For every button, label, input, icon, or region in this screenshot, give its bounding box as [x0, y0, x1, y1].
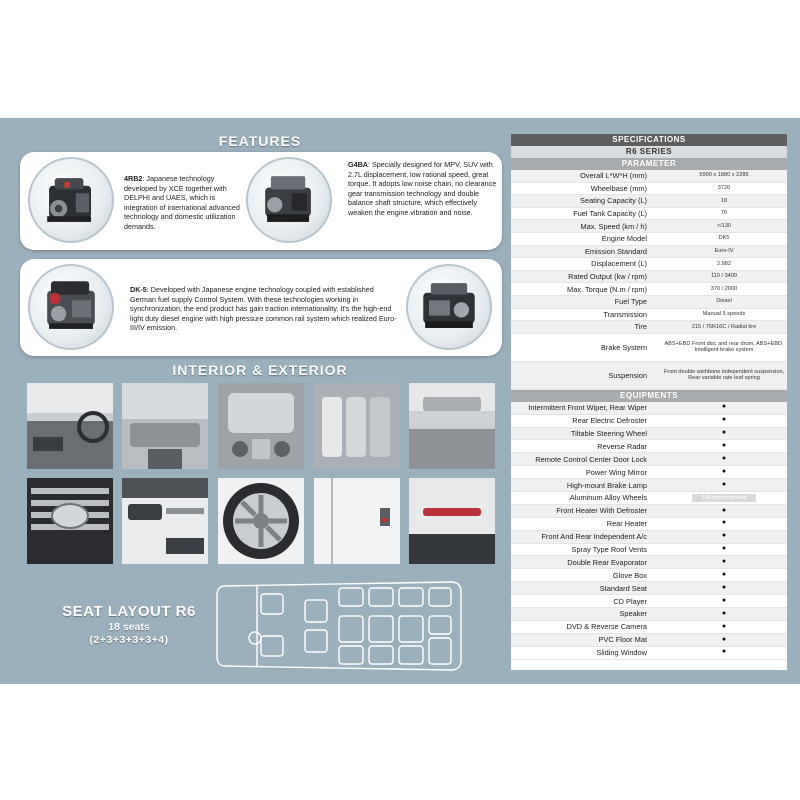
spec-row: [511, 634, 787, 647]
brochure-page: [0, 118, 800, 684]
seat-layout-heading: [34, 603, 224, 646]
spec-row: [511, 582, 787, 595]
spec-value: ABS+EBD Front disc and rear drum, ABS+EBD, Intelligent brake system: [664, 340, 784, 354]
features-card-top: [20, 152, 502, 250]
spec-row: [511, 296, 787, 309]
spec-label: Rear Electric Defroster: [572, 416, 647, 426]
spec-value: ●: [721, 545, 727, 553]
spec-label: Tire: [634, 322, 647, 332]
spec-label: PVC Floor Mat: [598, 635, 647, 645]
spec-label: High-mount Brake Lamp: [566, 480, 647, 490]
spec-value: 215 / 75R16C / Radial tire: [691, 323, 757, 330]
spec-label: Sliding Window: [596, 648, 647, 658]
spec-row: [511, 556, 787, 569]
spec-row: [511, 647, 787, 660]
spec-row: [511, 453, 787, 466]
spec-value: 6 Aluminum wheels: [661, 492, 787, 504]
spec-value: ●: [721, 506, 727, 514]
spec-value: Euro-IV: [714, 248, 734, 254]
spec-label: Displacement (L): [591, 259, 647, 269]
spec-value: 370 / 2000: [710, 285, 738, 292]
spec-label: Standard Seat: [599, 583, 647, 593]
spec-value: Manual 5 speeds: [702, 310, 746, 317]
spec-label: Reverse Radar: [597, 441, 647, 451]
spec-row: [511, 479, 787, 492]
spec-label: Front Heater With Defroster: [556, 506, 647, 516]
spec-row: [511, 402, 787, 415]
spec-label: Max. Torque (N.m / rpm): [567, 284, 647, 294]
spec-row: [511, 608, 787, 621]
spec-label: Suspension: [608, 370, 647, 380]
spec-label: Fuel Type: [614, 297, 647, 307]
spec-row: [511, 569, 787, 582]
spec-value: ●: [721, 480, 727, 488]
spec-label: Engine Model: [601, 234, 647, 244]
spec-value: ●: [721, 596, 727, 604]
spec-row: [511, 440, 787, 453]
spec-label: Rear Heater: [606, 519, 647, 529]
spec-value: 5990 x 1880 x 2285: [699, 172, 749, 179]
spec-series: R6 SERIES: [511, 146, 787, 158]
spec-value: Diesel: [716, 298, 732, 305]
spec-row: [511, 170, 787, 183]
equipment-rows: [511, 402, 787, 660]
spec-row: [511, 271, 787, 284]
spec-row: [511, 531, 787, 544]
features-title: FEATURES: [218, 133, 302, 149]
spec-label: Front And Rear Independent A/c: [541, 532, 647, 542]
engine-4rb2-image: [28, 157, 114, 243]
spec-row: [511, 195, 787, 208]
seat-layout-diagram: [215, 576, 465, 676]
feature-dk5-name: DK-5: [130, 285, 147, 294]
spec-value: >/130: [716, 222, 732, 229]
spec-label: DVD & Reverse Camera: [566, 622, 647, 632]
spec-value: ●: [721, 467, 727, 475]
seat-count: 18 seats: [108, 621, 150, 633]
spec-row: [511, 309, 787, 322]
spec-row: [511, 283, 787, 296]
parameter-header: PARAMETER: [511, 158, 787, 170]
spec-label: Power Wing Mirror: [585, 467, 647, 477]
spec-value: ●: [721, 442, 727, 450]
spec-label: Speaker: [619, 609, 647, 619]
spec-row: [511, 233, 787, 246]
feature-g4ba: [348, 160, 498, 217]
engine-g4ba-image: [246, 157, 332, 243]
spec-label: Transmission: [603, 309, 647, 319]
spec-row: [511, 492, 787, 505]
spec-row: [511, 220, 787, 233]
spec-value: 70: [720, 210, 728, 217]
spec-value: ●: [721, 583, 727, 591]
spec-value: ●: [721, 403, 727, 411]
photo-seats: [314, 383, 400, 469]
spec-row: [511, 246, 787, 259]
spec-label: Seating Capacity (L): [580, 196, 647, 206]
spec-label: Glove Box: [612, 570, 647, 580]
spec-label: Max. Speed (km / h): [580, 221, 647, 231]
spec-row: [511, 208, 787, 221]
seat-layout-title: SEAT LAYOUT R6: [62, 603, 196, 620]
spec-value: ●: [721, 519, 727, 527]
photo-side-door: [314, 478, 400, 564]
photo-rear: [409, 478, 495, 564]
spec-row: [511, 544, 787, 557]
spec-value: DK5: [718, 235, 730, 242]
spec-row: [511, 334, 787, 362]
spec-row: [511, 428, 787, 441]
photo-roof: [409, 383, 495, 469]
photo-dashboard: [27, 383, 113, 469]
spec-row: [511, 621, 787, 634]
spec-row: [511, 466, 787, 479]
spec-label: Brake System: [600, 342, 647, 352]
spec-value: ●: [721, 429, 727, 437]
spec-label: Fuel Tank Capacity (L): [573, 209, 647, 219]
spec-value: ●: [721, 622, 727, 630]
spec-title: SPECIFICATIONS: [511, 134, 787, 146]
spec-row: [511, 518, 787, 531]
feature-4rb2-text: : Japanese technology developed by XCE together with DELPHI and UAES, which is integration of international advanced technology and domestic utilization demands.: [124, 174, 240, 231]
spec-label: Overall L*W*H (mm): [580, 171, 647, 181]
spec-label: Tiltable Steering Wheel: [570, 428, 647, 438]
seat-config: (2+3+3+3+3+4): [89, 634, 169, 646]
spec-value: ●: [721, 558, 727, 566]
spec-value: 2.982: [717, 260, 731, 267]
spec-row: [511, 183, 787, 196]
photo-console: [122, 383, 208, 469]
spec-value: ●: [721, 609, 727, 617]
spec-value: ●: [721, 416, 727, 424]
spec-value: ●: [721, 455, 727, 463]
feature-g4ba-text: : Specially designed for MPV, SUV with 2.7L displacement, low rational speed, great torque. It adopts low noise chain, no clearance gear transmission technology and double balance shaft structure, which effectively weaken the engine vibration and noise.: [348, 160, 497, 217]
spec-row: [511, 258, 787, 271]
photo-headlight: [122, 478, 208, 564]
engine-dk5-alt-image: [406, 264, 492, 350]
feature-4rb2: [124, 174, 249, 231]
spec-value: ●: [721, 532, 727, 540]
spec-value: Front double wishbone independent suspension, Rear variable rate leaf spring: [663, 368, 785, 382]
feature-4rb2-name: 4RB2: [124, 174, 143, 183]
features-card-bottom: [20, 259, 502, 356]
spec-row: [511, 505, 787, 518]
spec-value: 18: [720, 197, 728, 204]
spec-label: Spray Type Roof Vents: [571, 544, 647, 554]
spec-row: [511, 321, 787, 334]
interior-exterior-title: INTERIOR & EXTERIOR: [172, 362, 348, 378]
spec-label: Wheelbase (mm): [590, 183, 647, 193]
spec-label: Rated Output (kw / rpm): [568, 272, 647, 282]
feature-dk5-text: : Developed with Japanese engine technology coupled with established German fuel supply Control System. With these technologies working in synchronization, the end product has gain traction internationality. It's the high-end light duty diesel engine with high pressure common rail system which realized Euro-III/IV emission.: [130, 285, 397, 332]
spec-value: ●: [721, 571, 727, 579]
equipment-header: EQUIPMENTS: [511, 390, 787, 402]
spec-label: Intermittent Front Wiper, Rear Wiper: [528, 403, 647, 413]
spec-value: ●: [721, 648, 727, 656]
spec-row: [511, 415, 787, 428]
spec-value: 110 / 3400: [710, 273, 738, 280]
spec-label: CD Player: [613, 596, 647, 606]
spec-value: 3720: [717, 185, 731, 192]
feature-g4ba-name: G4BA: [348, 160, 368, 169]
spec-label: Remote Control Center Door Lock: [535, 454, 647, 464]
photo-grille: [27, 478, 113, 564]
feature-dk5: [130, 285, 400, 333]
spec-label: Aluminum Alloy Wheels: [569, 493, 647, 503]
spec-label: Double Rear Evaporator: [567, 557, 647, 567]
specifications-table: [511, 134, 787, 670]
spec-label: Emission Standard: [584, 246, 647, 256]
spec-value: ●: [721, 635, 727, 643]
spec-row: [511, 595, 787, 608]
photo-wheel: [218, 478, 304, 564]
engine-dk5-image: [28, 264, 114, 350]
parameter-rows: [511, 170, 787, 390]
spec-row: [511, 362, 787, 390]
photo-console-box: [218, 383, 304, 469]
